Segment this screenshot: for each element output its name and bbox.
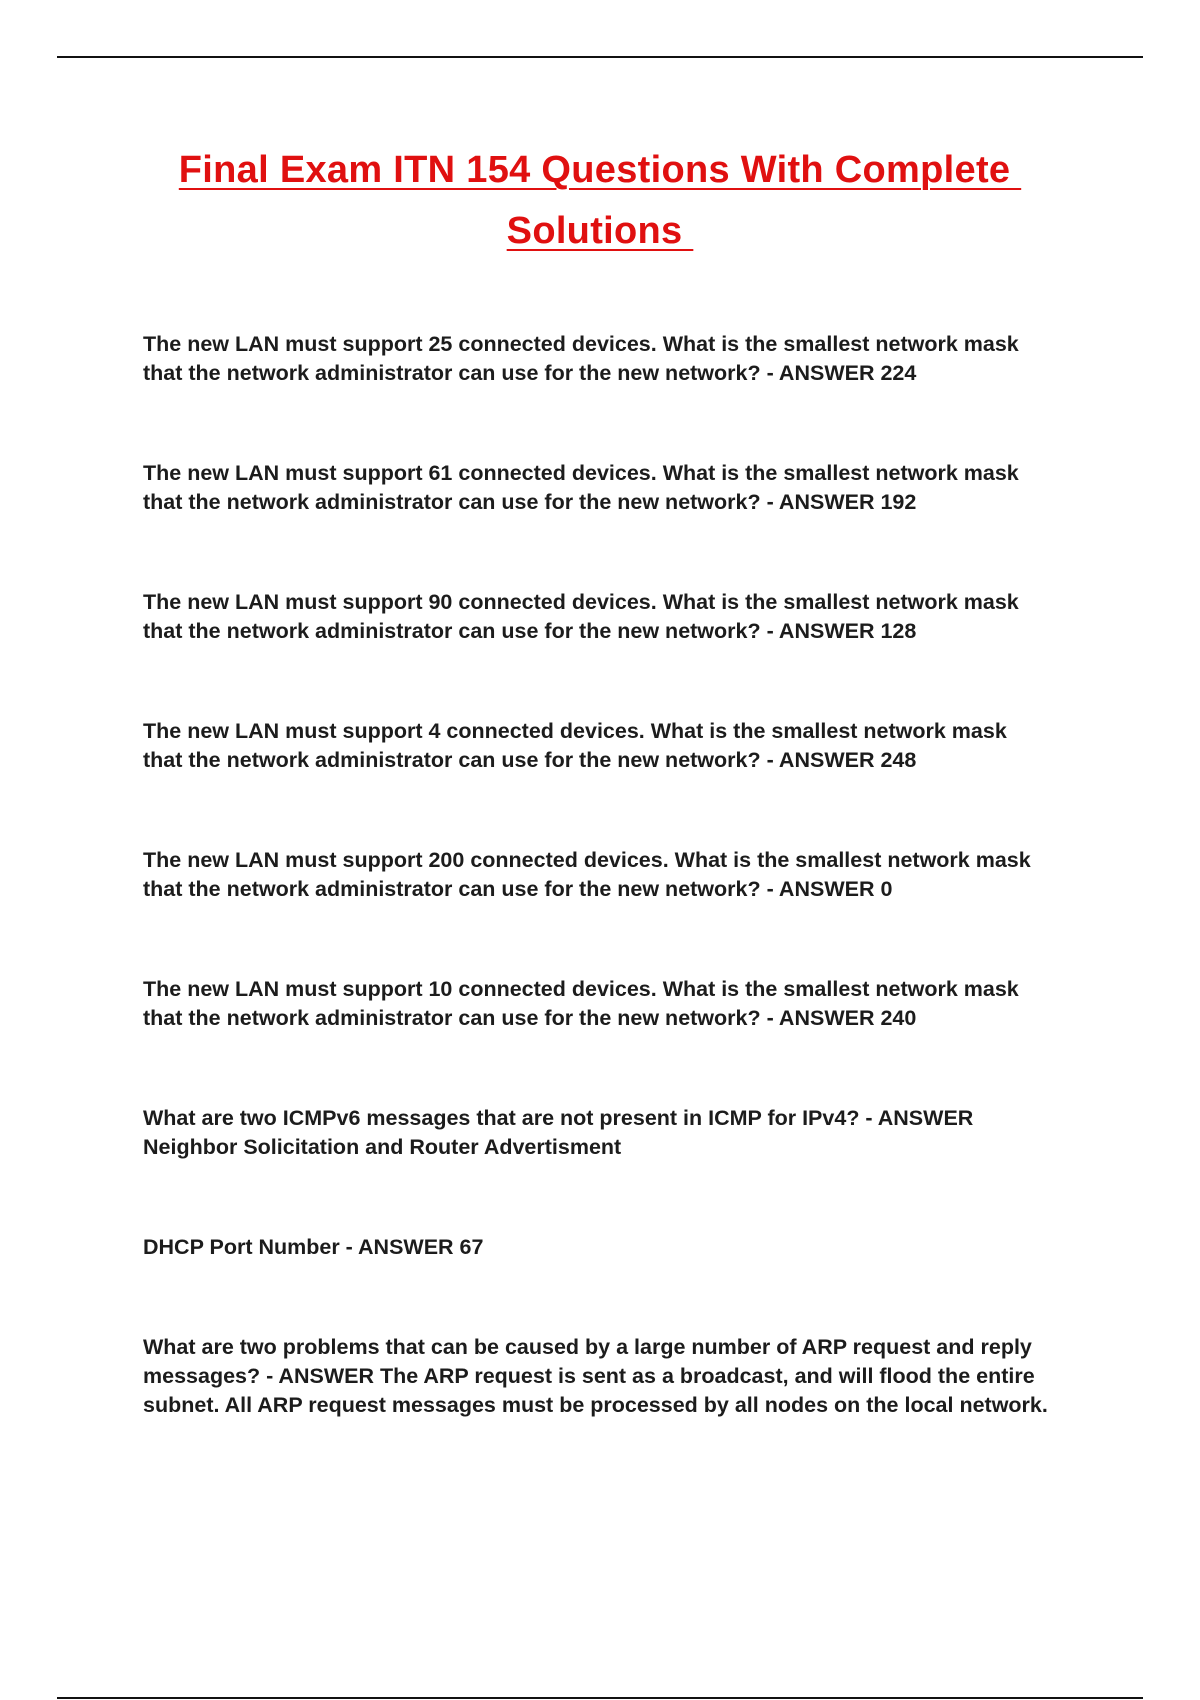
qa-item: What are two ICMPv6 messages that are not present in ICMP for IPv4? - ANSWER Neighbor Solicitation and Router Advertisment <box>143 1106 974 1159</box>
document-title-line-1: Final Exam ITN 154 Questions With Complete <box>178 149 1022 191</box>
qa-item: What are two problems that can be caused by a large number of ARP request and reply messages? - ANSWER The ARP request is sent as a broadcast, and will flood the entire subnet. All ARP request messages must be processed by all nodes on the local network. <box>143 1335 1048 1417</box>
qa-item: The new LAN must support 4 connected devices. What is the smallest network mask that the network administrator can use for the new network? - ANSWER 248 <box>143 719 1007 772</box>
qa-item: The new LAN must support 200 connected devices. What is the smallest network mask that the network administrator can use for the new network? - ANSWER 0 <box>143 848 1031 901</box>
document-title-line-2: Solutions <box>506 210 694 252</box>
qa-item: The new LAN must support 61 connected devices. What is the smallest network mask that the network administrator can use for the new network? - ANSWER 192 <box>143 461 1019 514</box>
qa-item: The new LAN must support 90 connected devices. What is the smallest network mask that the network administrator can use for the new network? - ANSWER 128 <box>143 590 1019 643</box>
qa-item: The new LAN must support 25 connected devices. What is the smallest network mask that the network administrator can use for the new network? - ANSWER 224 <box>143 332 1019 385</box>
footer-rule <box>57 1697 1143 1699</box>
qa-item: DHCP Port Number - ANSWER 67 <box>143 1235 484 1259</box>
document-title <box>0 140 1200 262</box>
qa-item: The new LAN must support 10 connected devices. What is the smallest network mask that the network administrator can use for the new network? - ANSWER 240 <box>143 977 1019 1030</box>
header-rule <box>57 56 1143 58</box>
